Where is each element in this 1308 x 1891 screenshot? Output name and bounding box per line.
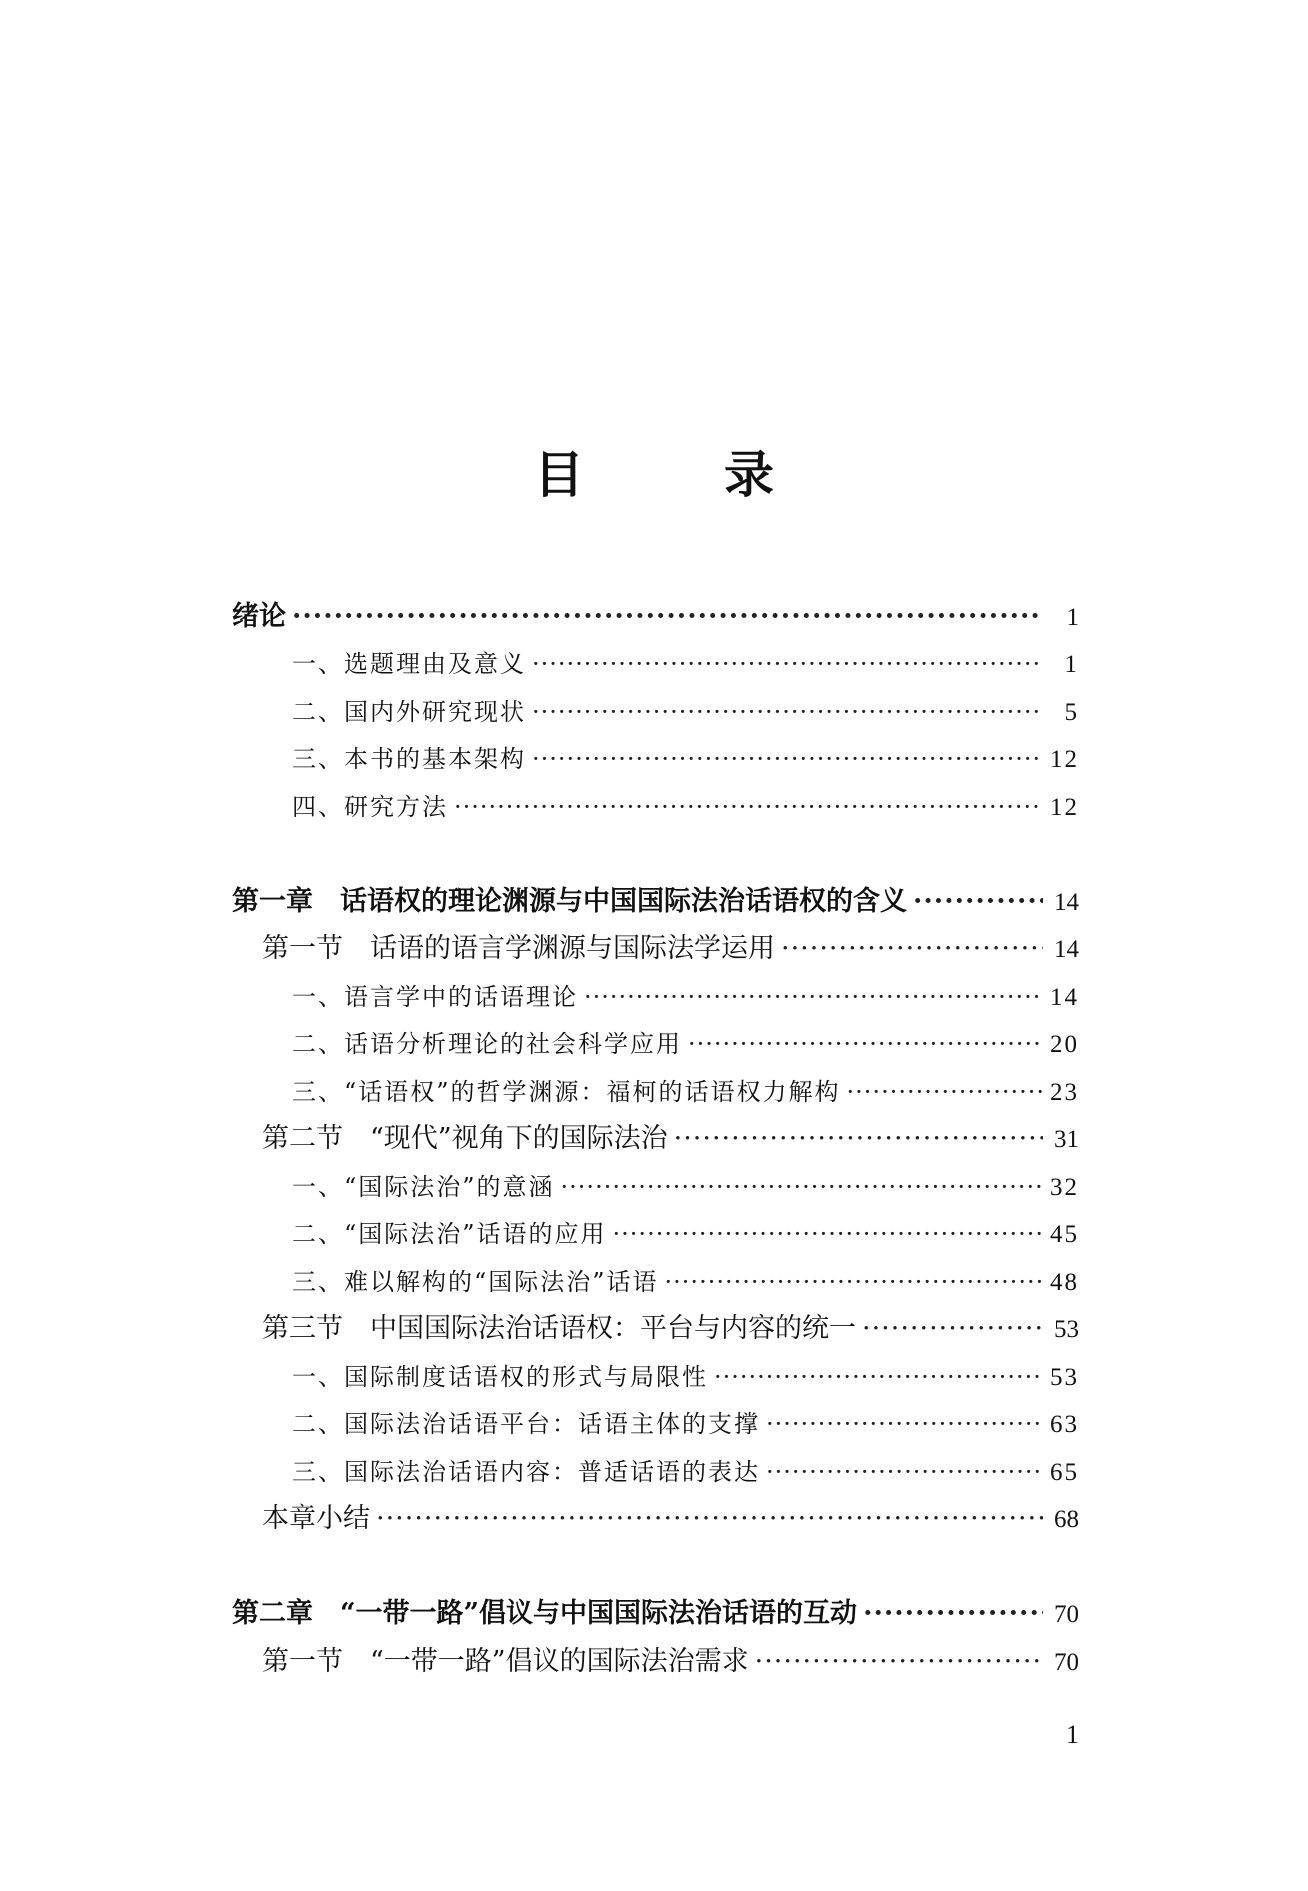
leader-dots bbox=[913, 882, 1043, 922]
leader-dots bbox=[584, 977, 1042, 1017]
toc-entry-label: 第一章 话语权的理论渊源与中国国际法治话语权的含义 bbox=[232, 886, 907, 917]
leader-dots bbox=[755, 1642, 1043, 1682]
toc-entry-page: 63 bbox=[1050, 1411, 1079, 1438]
toc-entry-label: 三、“话语权”的哲学渊源：福柯的话语权力解构 bbox=[292, 1078, 841, 1106]
toc-entry-label: 一、“国际法治”的意涵 bbox=[292, 1173, 555, 1201]
footer-page-number: 1 bbox=[1066, 1720, 1079, 1749]
toc-entry-page: 70 bbox=[1054, 1649, 1079, 1676]
toc-entry-page: 1 bbox=[1066, 604, 1079, 631]
toc-entry[interactable] bbox=[292, 1452, 1079, 1492]
leader-dots bbox=[376, 1499, 1043, 1539]
toc-entry-page: 70 bbox=[1054, 1601, 1079, 1628]
toc-entry-section[interactable] bbox=[262, 1642, 1079, 1682]
toc-entry-page: 14 bbox=[1054, 936, 1079, 963]
leader-dots bbox=[532, 644, 1043, 684]
leader-dots bbox=[674, 1119, 1043, 1159]
toc-entry-label: 一、选题理由及意义 bbox=[292, 650, 526, 678]
leader-dots bbox=[862, 1309, 1043, 1349]
toc-entry-label: 第一节 话语的语言学渊源与国际法学运用 bbox=[262, 933, 775, 964]
toc-entry-label: 二、“国际法治”话语的应用 bbox=[292, 1220, 607, 1248]
toc-entry-page: 20 bbox=[1050, 1031, 1079, 1058]
toc-entry-page: 5 bbox=[1064, 699, 1079, 726]
toc-entry-label: 三、本书的基本架构 bbox=[292, 745, 526, 773]
toc-entry-label: 三、国际法治话语内容：普适话语的表达 bbox=[292, 1458, 760, 1486]
toc-entry-label: 一、国际制度话语权的形式与局限性 bbox=[292, 1363, 708, 1391]
toc-entry-page: 23 bbox=[1050, 1079, 1079, 1106]
toc-entry-label: 第二节 “现代”视角下的国际法治 bbox=[262, 1123, 668, 1154]
toc-entry-page: 32 bbox=[1050, 1174, 1079, 1201]
toc-entry-label: 四、研究方法 bbox=[292, 793, 448, 821]
leader-dots bbox=[781, 929, 1043, 969]
leader-dots bbox=[688, 1024, 1042, 1064]
toc-entry-label: 三、难以解构的“国际法治”话语 bbox=[292, 1268, 659, 1296]
leader-dots bbox=[766, 1404, 1042, 1444]
toc-entry-page: 48 bbox=[1050, 1269, 1079, 1296]
toc-entry-label: 二、国际法治话语平台：话语主体的支撑 bbox=[292, 1410, 760, 1438]
toc-entry-page: 14 bbox=[1050, 984, 1079, 1011]
toc-entry-page: 68 bbox=[1054, 1506, 1079, 1533]
toc-entry[interactable] bbox=[292, 1072, 1079, 1112]
toc-entry[interactable] bbox=[292, 787, 1079, 827]
leader-dots bbox=[665, 1262, 1042, 1302]
toc-entry-label: 绪论 bbox=[232, 601, 286, 632]
leader-dots bbox=[532, 692, 1043, 732]
toc-entry[interactable] bbox=[292, 1262, 1079, 1302]
toc-entry[interactable] bbox=[292, 1404, 1079, 1444]
toc-entry-label: 第二章 “一带一路”倡议与中国国际法治话语的互动 bbox=[232, 1598, 858, 1629]
toc-entry[interactable] bbox=[292, 1357, 1079, 1397]
toc-entry-page: 12 bbox=[1050, 746, 1079, 773]
toc-entry[interactable] bbox=[292, 1214, 1079, 1254]
toc-entry-label: 第一节 “一带一路”倡议的国际法治需求 bbox=[262, 1646, 749, 1677]
page-title-char-2: 录 bbox=[724, 445, 774, 504]
toc-entry-label: 二、话语分析理论的社会科学应用 bbox=[292, 1030, 682, 1058]
toc-entry-chapter-1[interactable] bbox=[232, 882, 1079, 922]
toc-entry-page: 31 bbox=[1054, 1126, 1079, 1153]
leader-dots bbox=[613, 1214, 1042, 1254]
toc-entry-section[interactable] bbox=[262, 1119, 1079, 1159]
toc-entry-label: 本章小结 bbox=[262, 1503, 370, 1534]
toc-entry-page: 53 bbox=[1054, 1316, 1079, 1343]
toc-entry-section[interactable] bbox=[262, 929, 1079, 969]
toc-entry-label: 一、语言学中的话语理论 bbox=[292, 983, 578, 1011]
leader-dots bbox=[714, 1357, 1042, 1397]
leader-dots bbox=[292, 597, 1043, 637]
toc-entry-page: 1 bbox=[1064, 651, 1079, 678]
page-title bbox=[0, 445, 1308, 505]
toc-entry-page: 12 bbox=[1050, 794, 1079, 821]
toc-entry[interactable] bbox=[292, 644, 1079, 684]
leader-dots bbox=[532, 739, 1042, 779]
leader-dots bbox=[863, 1594, 1043, 1634]
toc-entry-page: 53 bbox=[1050, 1364, 1079, 1391]
leader-dots bbox=[847, 1072, 1042, 1112]
page-title-char-1: 目 bbox=[534, 445, 584, 504]
leader-dots bbox=[766, 1452, 1042, 1492]
toc-entry-summary[interactable] bbox=[262, 1499, 1079, 1539]
toc-entry[interactable] bbox=[292, 692, 1079, 732]
toc-entry-intro[interactable] bbox=[232, 597, 1079, 637]
toc-entry-section[interactable] bbox=[262, 1309, 1079, 1349]
toc-entry-page: 65 bbox=[1050, 1459, 1079, 1486]
toc-entry-label: 二、国内外研究现状 bbox=[292, 698, 526, 726]
toc-entry-page: 14 bbox=[1054, 889, 1079, 916]
leader-dots bbox=[561, 1167, 1042, 1207]
toc-entry[interactable] bbox=[292, 739, 1079, 779]
toc-entry[interactable] bbox=[292, 1167, 1079, 1207]
leader-dots bbox=[454, 787, 1042, 827]
toc-entry-label: 第三节 中国国际法治话语权：平台与内容的统一 bbox=[262, 1313, 856, 1344]
toc-entry[interactable] bbox=[292, 1024, 1079, 1064]
toc-entry[interactable] bbox=[292, 977, 1079, 1017]
toc-entry-page: 45 bbox=[1050, 1221, 1079, 1248]
toc-entry-chapter-2[interactable] bbox=[232, 1594, 1079, 1634]
